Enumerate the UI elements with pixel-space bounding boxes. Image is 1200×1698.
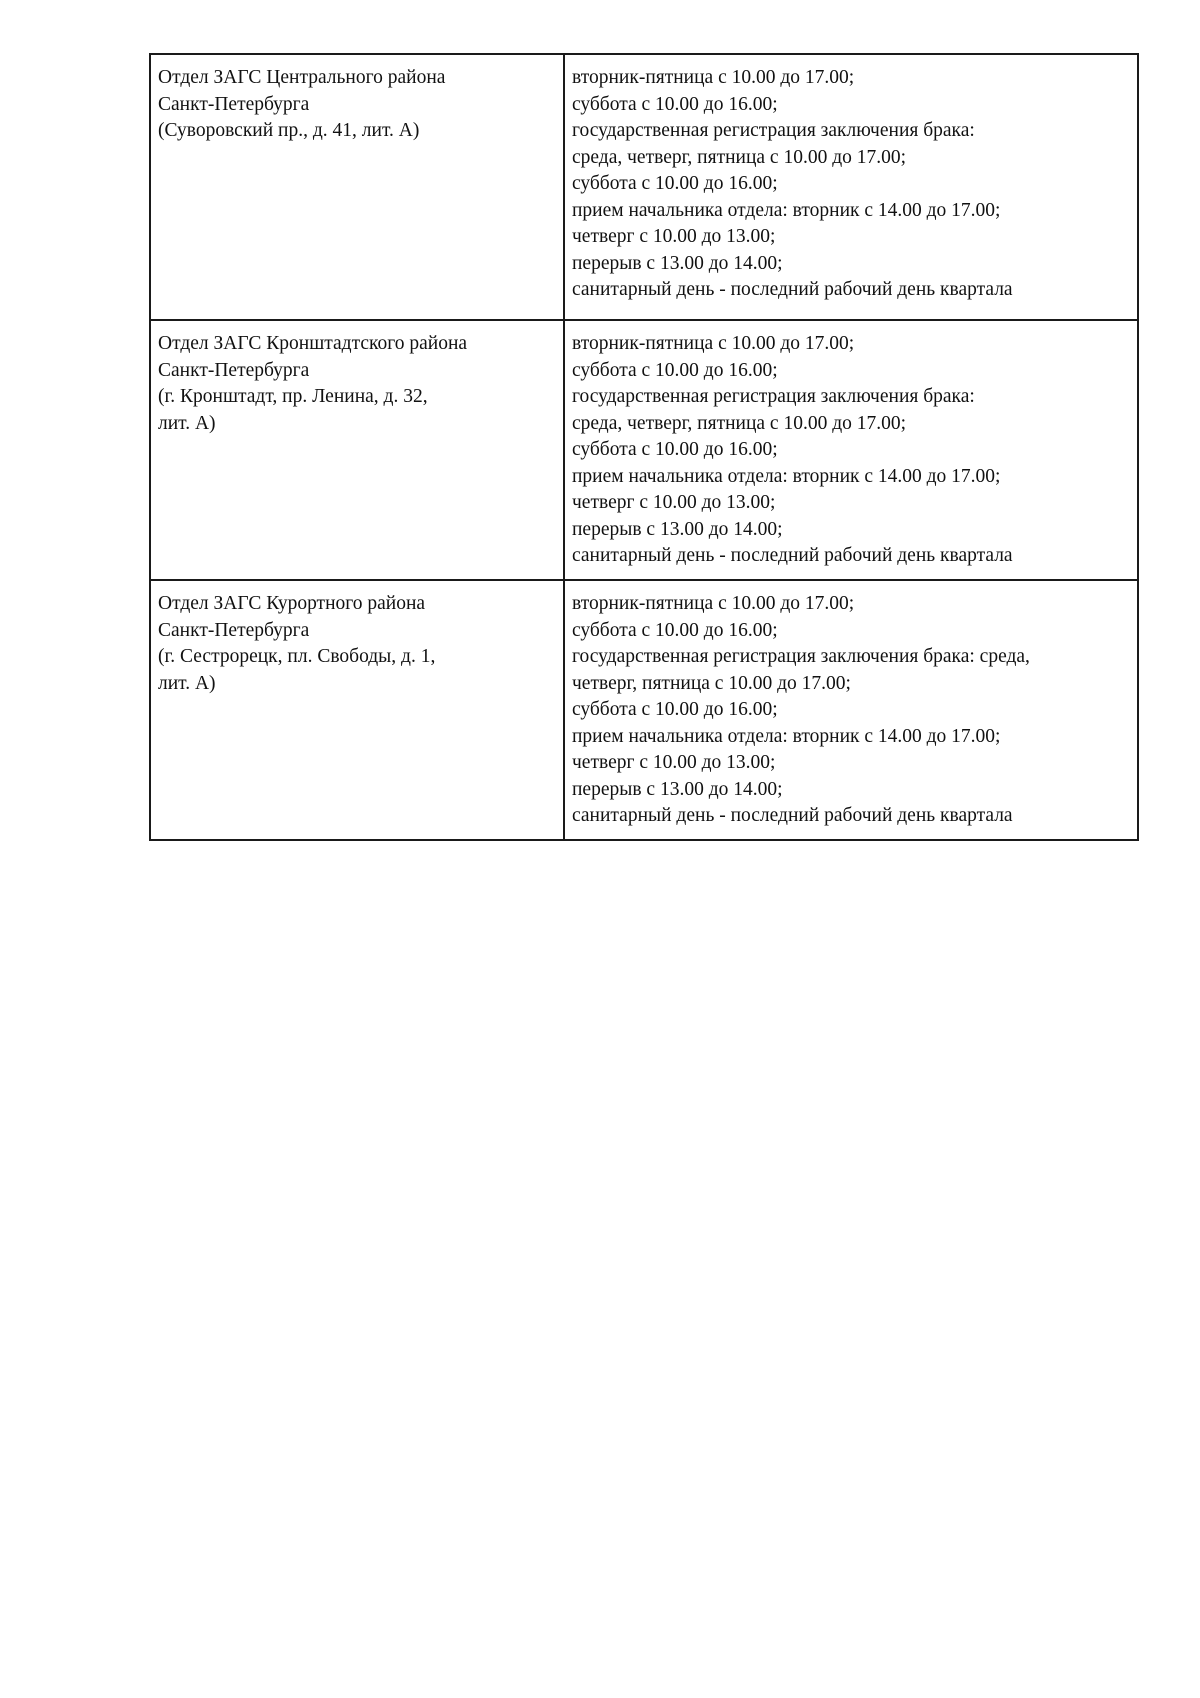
- office-line: (г. Сестрорецк, пл. Свободы, д. 1,: [158, 646, 436, 667]
- office-line: Санкт-Петербурга: [158, 619, 310, 641]
- office-line: лит. А): [158, 672, 216, 694]
- schedule-line: четверг, пятница с 10.00 до 17.00;: [572, 672, 851, 694]
- schedule-line: прием начальника отдела: вторник с 14.00 до 17.00;: [572, 465, 1001, 487]
- schedule-line: санитарный день - последний рабочий день квартала: [572, 279, 1013, 300]
- office-name-cell: [150, 54, 564, 320]
- schedule-line: вторник-пятница с 10.00 до 17.00;: [572, 593, 855, 614]
- office-name-cell: [150, 580, 564, 840]
- schedule-line: среда, четверг, пятница с 10.00 до 17.00;: [572, 146, 907, 168]
- office-line: Отдел ЗАГС Курортного района: [158, 593, 426, 614]
- schedule-line: вторник-пятница с 10.00 до 17.00;: [572, 333, 855, 354]
- schedule-line: четверг с 10.00 до 13.00;: [572, 226, 776, 247]
- schedule-line: суббота с 10.00 до 16.00;: [572, 173, 778, 194]
- schedule-line: перерыв с 13.00 до 14.00;: [572, 778, 783, 800]
- schedule-line: суббота с 10.00 до 16.00;: [572, 93, 778, 115]
- schedule-line: санитарный день - последний рабочий день квартала: [572, 805, 1013, 826]
- schedule-line: государственная регистрация заключения брака:: [572, 120, 975, 141]
- table-row-central-district: [150, 54, 1138, 320]
- schedule-line: перерыв с 13.00 до 14.00;: [572, 518, 783, 540]
- schedule-line: четверг с 10.00 до 13.00;: [572, 492, 776, 513]
- schedule-line: суббота с 10.00 до 16.00;: [572, 359, 778, 381]
- office-line: (г. Кронштадт, пр. Ленина, д. 32,: [158, 386, 428, 407]
- office-line: Санкт-Петербурга: [158, 359, 310, 381]
- registry-office-schedule-table: [149, 53, 1139, 841]
- schedule-line: прием начальника отдела: вторник с 14.00 до 17.00;: [572, 199, 1001, 221]
- schedule-line: перерыв с 13.00 до 14.00;: [572, 252, 783, 274]
- schedule-line: прием начальника отдела: вторник с 14.00 до 17.00;: [572, 725, 1001, 747]
- schedule-line: государственная регистрация заключения брака:: [572, 386, 975, 407]
- schedule-cell: [564, 320, 1138, 580]
- office-line: Отдел ЗАГС Кронштадтского района: [158, 333, 468, 354]
- table-row-kurortny-district: [150, 580, 1138, 840]
- schedule-cell: [564, 54, 1138, 320]
- office-line: лит. А): [158, 412, 216, 434]
- schedule-line: суббота с 10.00 до 16.00;: [572, 619, 778, 641]
- table-row-kronshtadt-district: [150, 320, 1138, 580]
- schedule-line: государственная регистрация заключения брака: среда,: [572, 646, 1030, 667]
- office-name-cell: [150, 320, 564, 580]
- schedule-line: санитарный день - последний рабочий день квартала: [572, 545, 1013, 566]
- office-line: Отдел ЗАГС Центрального района: [158, 67, 446, 88]
- schedule-line: суббота с 10.00 до 16.00;: [572, 439, 778, 460]
- office-line: (Суворовский пр., д. 41, лит. А): [158, 120, 420, 141]
- schedule-line: суббота с 10.00 до 16.00;: [572, 699, 778, 720]
- schedule-line: четверг с 10.00 до 13.00;: [572, 752, 776, 773]
- schedule-cell: [564, 580, 1138, 840]
- office-line: Санкт-Петербурга: [158, 93, 310, 115]
- schedule-line: среда, четверг, пятница с 10.00 до 17.00;: [572, 412, 907, 434]
- schedule-line: вторник-пятница с 10.00 до 17.00;: [572, 67, 855, 88]
